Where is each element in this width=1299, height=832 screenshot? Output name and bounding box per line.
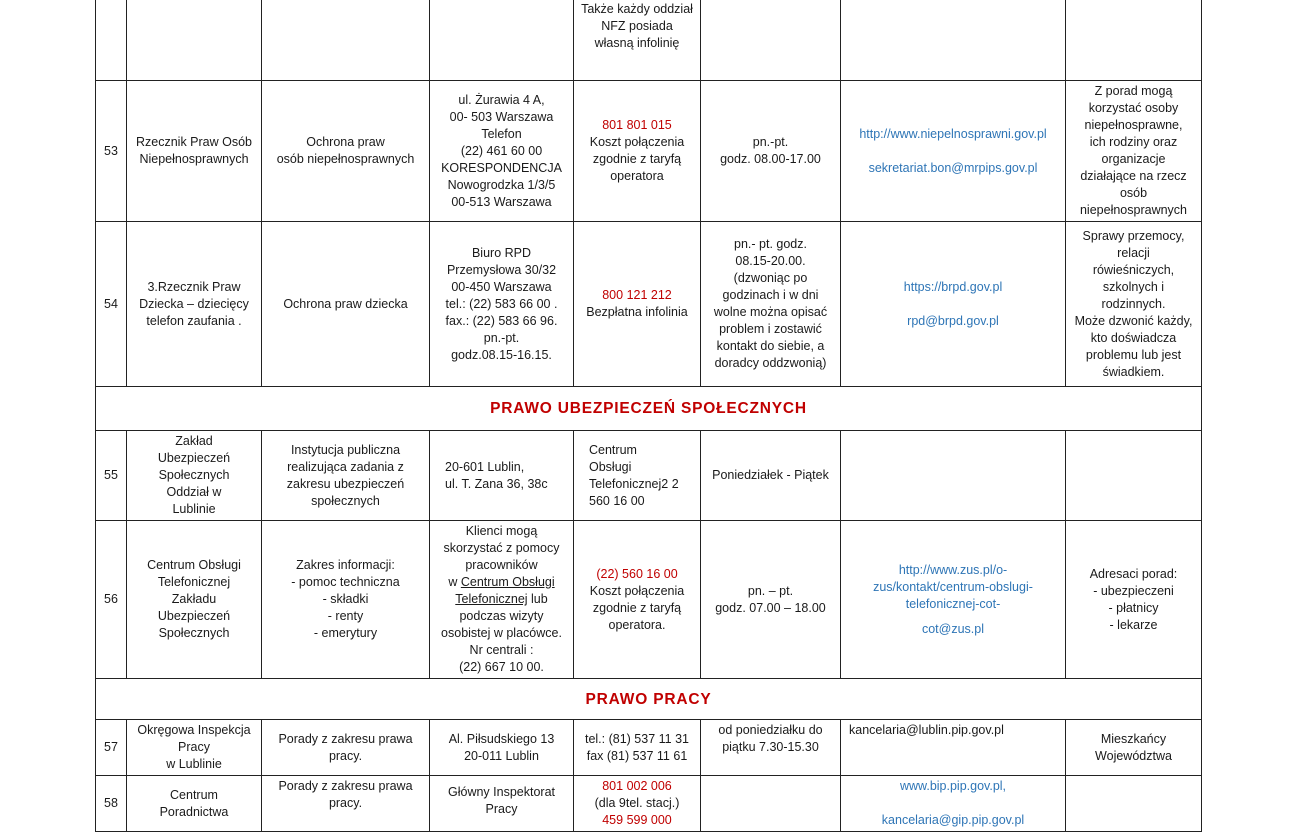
text-line: Poradnictwa <box>159 804 229 819</box>
text-line: skorzystać z pomocy <box>443 541 560 555</box>
text-line: Koszt połączenia <box>589 583 685 598</box>
text-line: (dla 9tel. stacj.) <box>594 796 680 810</box>
text-line: 20-601 Lublin, <box>445 459 525 474</box>
text-line: niepełnosprawne, <box>1084 118 1183 132</box>
cell-hours <box>701 776 841 832</box>
text-line: Telefonicznej2 2 <box>589 476 679 491</box>
email-link[interactable]: kancelaria@gip.pip.gov.pl <box>881 813 1025 827</box>
cell-scope <box>262 431 430 521</box>
text-line: 08.15-20.00. <box>735 254 806 268</box>
cell-nr: 53 <box>96 81 127 222</box>
text-line: Adresaci porad: <box>1089 566 1178 581</box>
text-line: ul. Żurawia 4 A, <box>458 92 545 107</box>
text-line: osobistej w placówce. <box>441 626 562 640</box>
phone-number[interactable]: 459 599 000 <box>602 813 672 827</box>
cell-nr: 55 <box>96 431 127 521</box>
text-line: Klienci mogą <box>465 524 538 538</box>
text-line: 20-011 Lublin <box>464 748 539 763</box>
text-line: pracy. <box>328 748 363 763</box>
cell-who <box>1066 81 1202 222</box>
text-line: kto doświadcza <box>1090 330 1177 345</box>
text-line: - składki <box>322 592 369 606</box>
cell-web <box>841 776 1066 832</box>
section-title: PRAWO UBEZPIECZEŃ SPOŁECZNYCH <box>96 387 1202 431</box>
section-header-row <box>96 679 1202 720</box>
cell-scope <box>262 776 430 832</box>
text-line: KORESPONDENCJA <box>441 160 562 175</box>
text-line: własną infolinię <box>594 36 680 50</box>
table-row <box>96 81 1202 222</box>
cell-who <box>1066 222 1202 387</box>
cell-name <box>127 0 262 81</box>
website-link[interactable]: http://www.niepelnosprawni.gov.pl <box>859 126 1047 141</box>
text-line: pn.-pt. <box>483 330 520 345</box>
text-line: godz. 07.00 – 18.00 <box>715 600 826 615</box>
text-line: Biuro RPD <box>471 245 532 260</box>
cell-web <box>841 222 1066 387</box>
text-line: Porady z zakresu prawa <box>278 779 413 793</box>
cell-web <box>841 431 1066 521</box>
text-line: świadkiem. <box>1102 364 1165 379</box>
text-line: 3.Rzecznik Praw <box>147 279 241 294</box>
cell-hours <box>701 431 841 521</box>
text-line: Dziecka – dziecięcy <box>139 296 249 311</box>
cell-who <box>1066 521 1202 679</box>
cell-phone <box>574 776 701 832</box>
cell-address <box>430 431 574 521</box>
table-row <box>96 431 1202 521</box>
cell-address <box>430 776 574 832</box>
text-line: relacji <box>1117 245 1150 260</box>
cell-address <box>430 720 574 776</box>
cell-address <box>430 521 574 679</box>
text-line: podczas wizyty <box>459 609 544 623</box>
cell-web <box>841 81 1066 222</box>
text-line: szkolnych i <box>1102 279 1165 294</box>
text-line: fax.: (22) 583 66 96. <box>445 313 558 328</box>
cell-name <box>127 720 262 776</box>
text-line: tel.: (81) 537 11 31 <box>584 731 689 746</box>
text-line: Z porad mogą <box>1094 84 1173 98</box>
organizations-table <box>95 0 1202 832</box>
cell-name <box>127 521 262 679</box>
cell-hours <box>701 81 841 222</box>
text-line: osób <box>1119 186 1148 200</box>
text-line: Ochrona praw <box>306 135 385 149</box>
text-line: 00-513 Warszawa <box>451 194 552 209</box>
text-line: Ochrona praw dziecka <box>283 296 408 311</box>
text-line: Porady z zakresu prawa <box>278 731 413 746</box>
text-line: niepełnosprawnych <box>1079 203 1187 217</box>
text-line: wolne można opisać <box>713 305 828 319</box>
text-line: Centrum Obsługi <box>147 558 241 572</box>
text-line: - ubezpieczeni <box>1093 583 1174 598</box>
text-line: Zakres informacji: <box>296 558 395 572</box>
cell-nr: 56 <box>96 521 127 679</box>
text-line: Niepełnosprawnych <box>139 152 249 166</box>
text-line: osób niepełnosprawnych <box>276 152 415 166</box>
table-row <box>96 720 1202 776</box>
phone-number[interactable]: (22) 560 16 00 <box>596 566 678 581</box>
text-line: doradcy oddzwonią) <box>714 356 827 370</box>
website-link[interactable]: www.bip.pip.gov.pl, <box>899 779 1007 793</box>
text-line: pn.- pt. godz. <box>734 237 807 251</box>
text-line: rodzinnych. <box>1101 296 1166 311</box>
text-line: 00- 503 Warszawa <box>449 109 554 124</box>
text-line: zgodnie z taryfą <box>592 600 682 615</box>
phone-number[interactable]: 801 002 006 <box>602 779 672 793</box>
email-link[interactable]: kancelaria@lublin.pip.gov.pl <box>849 723 1004 737</box>
cell-nr: 58 <box>96 776 127 832</box>
text-line: Pracy <box>485 802 518 816</box>
text-line: godzinach i w dni <box>722 288 819 302</box>
text-line: w Lublinie <box>166 757 222 771</box>
table-row <box>96 222 1202 387</box>
cell-address <box>430 0 574 81</box>
text-line: kontakt do siebie, a <box>716 339 825 353</box>
text-line: Lublinie <box>172 502 216 516</box>
text-line: - lekarze <box>1109 617 1158 632</box>
text-line: Ubezpieczeń <box>157 609 231 623</box>
text-line: Obsługi <box>589 459 632 474</box>
website-link[interactable]: zus/kontakt/centrum-obslugi- <box>873 579 1033 594</box>
text-line: Koszt połączenia <box>589 135 685 149</box>
text-line: pracowników <box>465 558 538 572</box>
cell-address <box>430 81 574 222</box>
text-line: fax (81) 537 11 61 <box>586 748 688 763</box>
text-line: pn.-pt. <box>752 135 789 149</box>
text-line: Al. Piłsudskiego 13 <box>448 731 555 746</box>
cell-scope <box>262 222 430 387</box>
text-line: Sprawy przemocy, <box>1082 228 1185 243</box>
cell-web <box>841 0 1066 81</box>
text-line: operatora <box>610 169 664 183</box>
text-line: zgodnie z taryfą <box>592 152 682 166</box>
section-header-row <box>96 387 1202 431</box>
text-line: realizująca zadania z <box>287 459 404 474</box>
text-line: Bezpłatna infolinia <box>586 305 688 319</box>
text-fragment: w <box>448 575 461 589</box>
text-line: działające na rzecz <box>1080 169 1187 183</box>
cell-web <box>841 521 1066 679</box>
cell-address <box>430 222 574 387</box>
text-line: - emerytury <box>313 626 378 640</box>
cell-name <box>127 431 262 521</box>
section-title: PRAWO PRACY <box>96 679 1202 720</box>
cell-who <box>1066 431 1202 521</box>
text-line: Telefonicznej <box>157 575 231 589</box>
text-line: problemu lub jest <box>1085 347 1182 362</box>
text-line: korzystać osoby <box>1088 101 1179 115</box>
text-line: Telefon <box>481 126 522 141</box>
text-line: godz. 08.00-17.00 <box>720 152 821 166</box>
text-line: Centrum <box>170 787 218 802</box>
text-line: Może dzwonić każdy, <box>1074 313 1193 328</box>
table-row <box>96 776 1202 832</box>
website-link[interactable]: https://brpd.gov.pl <box>903 279 1003 294</box>
text-line: Centrum <box>589 442 637 457</box>
text-line: Społecznych <box>158 468 230 482</box>
cell-web <box>841 720 1066 776</box>
cell-name <box>127 222 262 387</box>
text-line: Pracy <box>178 740 210 754</box>
email-link[interactable]: cot@zus.pl <box>921 621 985 636</box>
text-line: 00-450 Warszawa <box>451 279 552 294</box>
text-line: pn. – pt. <box>747 583 794 598</box>
text-line: Zakładu <box>171 592 217 606</box>
text-line: ich rodziny oraz <box>1089 135 1178 149</box>
cell-nr <box>96 0 127 81</box>
text-line: NFZ posiada <box>601 19 673 33</box>
text-line: (22) 461 60 00 <box>460 143 543 158</box>
text-line: - pomoc techniczna <box>291 575 400 589</box>
cell-who <box>1066 776 1202 832</box>
cell-phone <box>574 81 701 222</box>
text-line: Rzecznik Praw Osób <box>135 135 252 149</box>
cell-phone <box>574 431 701 521</box>
text-line: - renty <box>327 609 364 623</box>
text-line: Oddział w <box>166 485 222 499</box>
cell-hours <box>701 222 841 387</box>
text-line: Zakład <box>175 434 213 448</box>
text-line: społecznych <box>311 493 380 508</box>
phone-number[interactable]: 801 801 015 <box>602 118 672 132</box>
cell-nr: 54 <box>96 222 127 387</box>
text-line: Mieszkańcy <box>1100 731 1167 746</box>
text-line: operatora. <box>608 617 666 632</box>
text-line: pracy. <box>328 796 363 810</box>
text-line: Instytucja publiczna <box>290 442 401 457</box>
cell-phone <box>574 0 701 81</box>
text-line: Główny Inspektorat <box>448 785 555 799</box>
cell-name <box>127 81 262 222</box>
email-link[interactable]: sekretariat.bon@mrpips.gov.pl <box>868 160 1038 175</box>
cot-link-cont[interactable]: Telefonicznej <box>455 592 528 606</box>
cell-who <box>1066 720 1202 776</box>
text-line: zakresu ubezpieczeń <box>286 476 405 491</box>
cot-link[interactable]: Centrum Obsługi <box>460 575 555 589</box>
text-line: od poniedziałku do <box>718 723 823 737</box>
table-row <box>96 0 1202 81</box>
cell-hours <box>701 0 841 81</box>
phone-number[interactable]: 800 121 212 <box>602 288 672 302</box>
cell-scope <box>262 81 430 222</box>
text-line: Przemysłowa 30/32 <box>446 262 557 277</box>
cell-phone <box>574 521 701 679</box>
text-line: (dzwoniąc po <box>733 271 808 285</box>
text-line: ul. T. Zana 36, 38c <box>445 476 548 491</box>
cell-scope <box>262 521 430 679</box>
cell-hours <box>701 521 841 679</box>
text-line: godz.08.15-16.15. <box>451 347 552 362</box>
text-fragment: lub <box>527 592 548 606</box>
cell-hours <box>701 720 841 776</box>
text-line: Poniedziałek - Piątek <box>712 468 829 482</box>
cell-who <box>1066 0 1202 81</box>
text-line: rówieśniczych, <box>1092 262 1175 277</box>
text-line: Nowogrodzka 1/3/5 <box>447 177 556 192</box>
cell-scope <box>262 0 430 81</box>
text-line: Nr centrali : <box>469 643 534 657</box>
text-line: - płatnicy <box>1108 600 1159 615</box>
text-line: organizacje <box>1101 152 1166 166</box>
text-line: problem i zostawić <box>719 322 822 336</box>
text-line: Okręgowa Inspekcja <box>137 723 251 737</box>
text-line: Województwa <box>1095 748 1172 763</box>
cell-phone <box>574 720 701 776</box>
email-link[interactable]: rpd@brpd.gov.pl <box>907 313 999 328</box>
website-link[interactable]: telefonicznej-cot- <box>905 596 1001 611</box>
cell-scope <box>262 720 430 776</box>
text-line: 560 16 00 <box>589 493 645 508</box>
cell-name <box>127 776 262 832</box>
table-row <box>96 521 1202 679</box>
text-line: Społecznych <box>158 626 230 640</box>
text-line: piątku 7.30-15.30 <box>722 740 819 754</box>
cell-phone <box>574 222 701 387</box>
text-line: Także każdy oddział <box>581 2 693 16</box>
text-line: telefon zaufania . <box>146 313 242 328</box>
cell-nr: 57 <box>96 720 127 776</box>
text-line: (22) 667 10 00. <box>459 660 544 674</box>
text-line: Ubezpieczeń <box>157 451 231 465</box>
website-link[interactable]: http://www.zus.pl/o- <box>898 562 1008 577</box>
text-line: tel.: (22) 583 66 00 . <box>445 296 558 311</box>
